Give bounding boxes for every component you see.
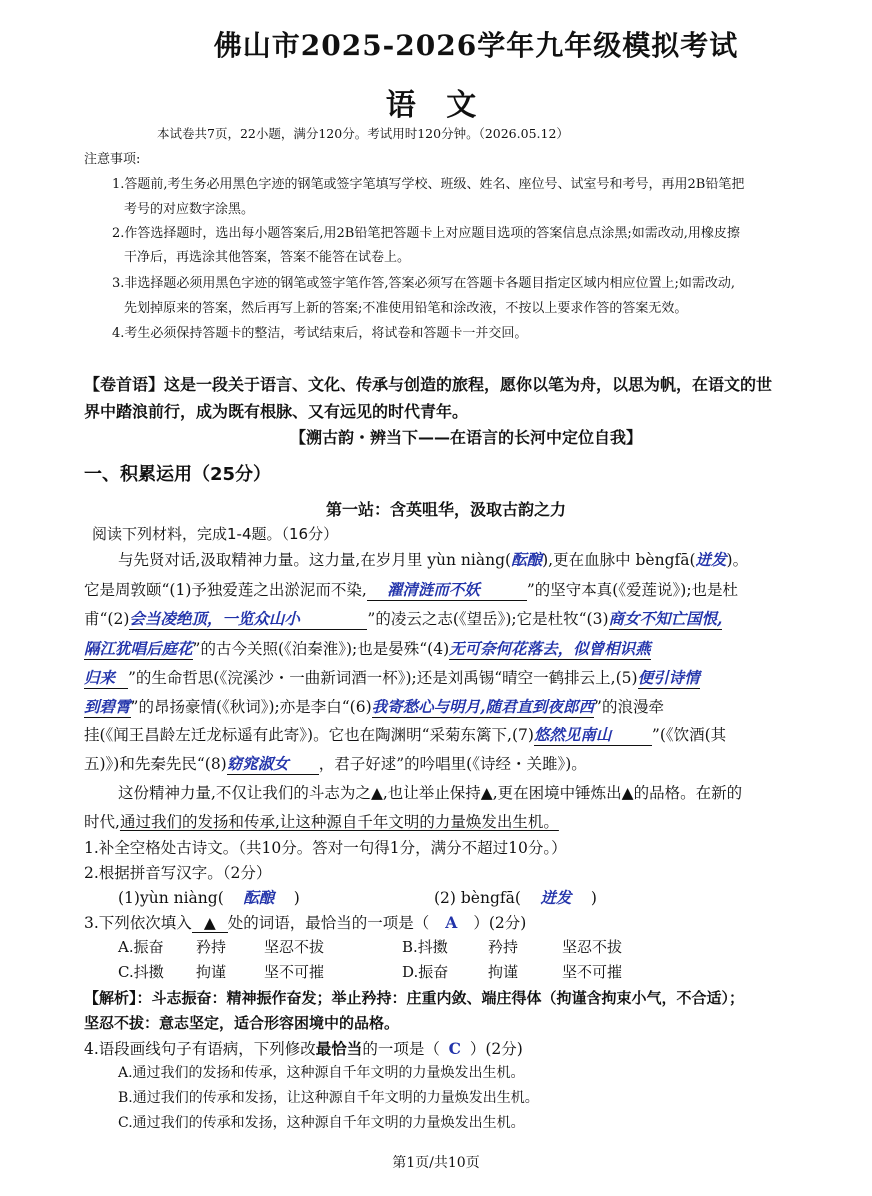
underlined-sentence: 通过我们的发扬和传承,让这种源自千年文明的力量焕发出生机。 [119,813,559,831]
blank-marker: ▲ [370,784,383,802]
passage-line: 五)》)和先秦先民“(8)窈窕淑女 ，君子好逑”的吟唱里(《诗经・关雎》)。 [84,754,587,773]
answer-text: 会当凌绝顶，一览众山小 [129,609,300,628]
preface-line: 界中踏浪前行，成为既有根脉、又有远见的时代青年。 [84,402,469,421]
passage-line: 隔江犹唱后庭花”的古今关照(《泊秦淮》);也是晏殊“(4)无可奈何花落去，似曾相识燕 [84,639,651,658]
notice-item: 2.作答选择题时，选出每小题答案后,用2B铅笔把答题卡上对应题目选项的答案信息点涂黑;如需改动,用橡皮擦 [112,226,740,241]
notice-heading: 注意事项: [84,152,141,167]
notice-item: 先划掉原来的答案，然后再写上新的答案;不准使用铅笔和涂改液，不按以上要求作答的答案无效。 [124,301,688,316]
passage-line: 甫“(2)会当凌绝顶，一览众山小 ”的凌云之志(《望岳》);它是杜牧“(3)商女不知亡国恨, [84,609,723,628]
answer-text: 我寄愁心与明月,随君直到夜郎西 [371,697,595,716]
answer-text: 迸发 [695,550,727,569]
option-b: B.抖擞 矜持 坚忍不拔 [402,938,623,956]
answer-text: 酝酿 [243,888,275,907]
question-3: 3.下列依次填入 ▲ 处的词语，最恰当的一项是（ A ）(2分) [84,913,527,932]
passage-line: 这份精神力量,不仅让我们的斗志为之▲,也让举止保持▲,更在困境中锤炼出▲的品格。在新的 [118,784,743,802]
passage-line: 归来 ”的生命哲思(《浣溪沙・一曲新词酒一杯》);还是刘禹锡“晴空一鹤排云上,(5)便引诗情 [84,668,700,687]
option-a: A.通过我们的发扬和传承，这种源自千年文明的力量焕发出生机。 [118,1065,525,1081]
station-title: 第一站：含英咀华，汲取古韵之力 [325,500,566,519]
theme-title: 【溯古韵・辨当下——在语言的长河中定位自我】 [289,428,642,447]
exam-title: 佛山市2025-2026学年九年级模拟考试 [213,29,739,62]
option-a: A.振奋 矜持 坚忍不拔 [118,938,325,956]
option-d: D.振奋 拘谨 坚不可摧 [402,963,623,981]
answer-text: 到碧霄 [84,697,131,716]
option-c: C.通过我们的传承和发扬，这种源自千年文明的力量焕发出生机。 [118,1115,525,1131]
question-2-part-2: (2) bèngfā( 迸发 ) [434,888,597,907]
analysis-line: 坚忍不拔：意志坚定，适合形容困境中的品格。 [84,1014,400,1032]
page-number: 第1页/共10页 [392,1155,480,1171]
answer-text: C [448,1039,461,1058]
instruction: 阅读下列材料，完成1-4题。（16分） [92,525,339,543]
answer-text: 迸发 [540,888,572,907]
answer-text: 濯清涟而不妖 [386,580,480,599]
option-b: B.通过我们的传承和发扬，让这种源自千年文明的力量焕发出生机。 [118,1090,539,1106]
exam-info: 本试卷共7页，22小题，满分120分。考试用时120分钟。（2026.05.12） [157,126,569,141]
notice-item: 干净后，再选涂其他答案，答案不能答在试卷上。 [124,250,411,265]
preface-line: 【卷首语】这是一段关于语言、文化、传承与创造的旅程，愿你以笔为舟，以思为帆，在语文的世 [84,375,773,394]
notice-item: 考号的对应数字涂黑。 [124,202,255,217]
section-heading: 一、积累运用（25分） [84,464,272,485]
passage-line: 时代,通过我们的发扬和传承,让这种源自千年文明的力量焕发出生机。 [84,813,559,831]
answer-text: 无可奈何花落去，似曾相识燕 [449,639,651,658]
question-1: 1.补全空格处古诗文。（共10分。答对一句得1分，满分不超过10分。） [84,839,567,857]
blank-marker: ▲ [192,914,228,933]
answer-text: 窈窕淑女 [226,754,289,773]
answer-text: 归来 [84,668,116,687]
subject-title: 语 文 [385,88,487,123]
answer-text: 便引诗情 [637,668,700,687]
passage-line: 挂(《闻王昌龄左迁龙标遥有此寄》)。它也在陶渊明“采菊东篱下,(7)悠然见南山 ”(《饮酒(其 [84,725,727,744]
question-4: 4.语段画线句子有语病，下列修改最恰当的一项是（ C ）(2分) [84,1039,523,1058]
passage-line: 到碧霄”的昂扬豪情(《秋词》);亦是李白“(6)我寄愁心与明月,随君直到夜郎西”的浪漫牵 [84,697,664,716]
notice-item: 1.答题前,考生务必用黑色字迹的钢笔或签字笔填写学校、班级、姓名、座位号、试室号和考号，再用2B铅笔把 [112,177,745,192]
answer-text: 隔江犹唱后庭花 [84,639,193,658]
notice-item: 3.非选择题必须用黑色字迹的钢笔或签字笔作答,答案必须写在答题卡各题目指定区域内相应位置上;如需改动, [112,276,736,291]
answer-text: 悠然见南山 [533,725,612,744]
blank-marker: ▲ [480,784,493,802]
passage-line: 它是周敦颐“(1)予独爱莲之出淤泥而不染, 濯清涟而不妖 ”的坚守本真(《爱莲说》);也是杜 [84,580,739,599]
blank-marker: ▲ [621,784,634,802]
option-c: C.抖擞 拘谨 坚不可摧 [118,963,325,981]
analysis-line: 【解析】：斗志振奋：精神振作奋发；举止矜持：庄重内敛、端庄得体（拘谨含拘束小气，不合适）； [84,989,745,1007]
passage-line: 与先贤对话,汲取精神力量。这力量,在岁月里 yùn niàng(酝酿),更在血脉中 bèngfā(迸发)。 [118,550,749,569]
question-2: 2.根据拼音写汉字。（2分） [84,864,272,882]
answer-text: 酝酿 [511,550,543,569]
notice-item: 4.考生必须保持答题卡的整洁，考试结束后，将试卷和答题卡一并交回。 [112,326,528,341]
answer-text: 商女不知亡国恨, [608,609,723,628]
answer-text: A [445,913,458,932]
question-2-part-1: (1)yùn niàng( 酝酿 ) [118,888,300,907]
